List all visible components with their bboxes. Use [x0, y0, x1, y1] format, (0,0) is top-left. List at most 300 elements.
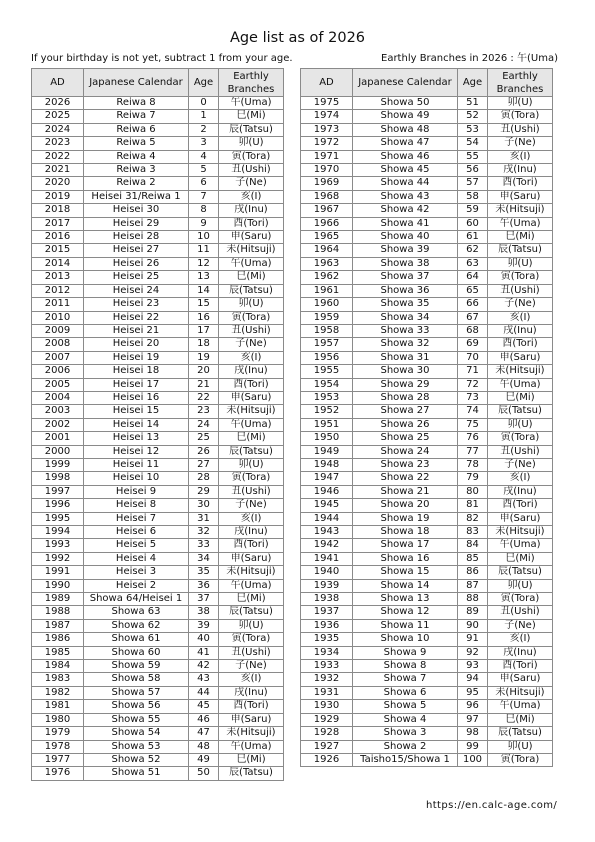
cell-japanese-calendar: Heisei 17 [84, 378, 189, 391]
table-row [301, 673, 553, 686]
cell-ad: 1990 [32, 579, 84, 592]
cell-age: 77 [458, 445, 488, 458]
cell-age: 76 [458, 432, 488, 445]
cell-japanese-calendar: Showa 20 [353, 499, 458, 512]
cell-japanese-calendar: Showa 64/Heisei 1 [84, 593, 189, 606]
table-body-left [32, 97, 284, 781]
cell-ad: 1958 [301, 324, 353, 337]
cell-earthly-branch: 戌(Inu) [488, 164, 553, 177]
cell-age: 89 [458, 606, 488, 619]
table-row [32, 633, 284, 646]
cell-japanese-calendar: Heisei 2 [84, 579, 189, 592]
cell-age: 48 [189, 740, 219, 753]
table-row [301, 686, 553, 699]
cell-japanese-calendar: Showa 45 [353, 164, 458, 177]
cell-japanese-calendar: Showa 57 [84, 686, 189, 699]
cell-ad: 1944 [301, 512, 353, 525]
cell-age: 95 [458, 686, 488, 699]
cell-japanese-calendar: Showa 11 [353, 619, 458, 632]
cell-age: 40 [189, 633, 219, 646]
cell-japanese-calendar: Showa 33 [353, 324, 458, 337]
cell-earthly-branch: 丑(Ushi) [488, 123, 553, 136]
cell-ad: 1977 [32, 753, 84, 766]
table-row [301, 284, 553, 297]
cell-ad: 1975 [301, 97, 353, 110]
cell-earthly-branch: 寅(Tora) [488, 432, 553, 445]
table-row [301, 472, 553, 485]
birthday-note: If your birthday is not yet, subtract 1 from your age. [31, 53, 293, 64]
cell-ad: 1964 [301, 244, 353, 257]
table-row [32, 619, 284, 632]
cell-japanese-calendar: Showa 5 [353, 700, 458, 713]
cell-age: 2 [189, 123, 219, 136]
cell-ad: 1959 [301, 311, 353, 324]
cell-ad: 2001 [32, 432, 84, 445]
cell-earthly-branch: 卯(U) [488, 740, 553, 753]
table-row [301, 137, 553, 150]
cell-age: 74 [458, 405, 488, 418]
cell-japanese-calendar: Showa 26 [353, 418, 458, 431]
table-row [301, 204, 553, 217]
cell-earthly-branch: 巳(Mi) [219, 593, 284, 606]
table-row [301, 432, 553, 445]
cell-ad: 2005 [32, 378, 84, 391]
cell-age: 79 [458, 472, 488, 485]
cell-age: 90 [458, 619, 488, 632]
age-table-left [31, 68, 284, 781]
table-row [32, 526, 284, 539]
cell-age: 19 [189, 351, 219, 364]
table-row [32, 338, 284, 351]
cell-japanese-calendar: Showa 4 [353, 713, 458, 726]
cell-ad: 1980 [32, 713, 84, 726]
cell-japanese-calendar: Showa 46 [353, 150, 458, 163]
cell-ad: 1936 [301, 619, 353, 632]
cell-ad: 1989 [32, 593, 84, 606]
cell-age: 11 [189, 244, 219, 257]
cell-japanese-calendar: Heisei 10 [84, 472, 189, 485]
cell-japanese-calendar: Showa 54 [84, 727, 189, 740]
cell-earthly-branch: 午(Uma) [219, 740, 284, 753]
cell-earthly-branch: 辰(Tatsu) [488, 244, 553, 257]
cell-earthly-branch: 卯(U) [219, 458, 284, 471]
cell-ad: 2016 [32, 231, 84, 244]
cell-earthly-branch: 亥(I) [219, 190, 284, 203]
cell-ad: 1969 [301, 177, 353, 190]
cell-japanese-calendar: Showa 50 [353, 97, 458, 110]
cell-ad: 1932 [301, 673, 353, 686]
cell-japanese-calendar: Showa 41 [353, 217, 458, 230]
cell-earthly-branch: 申(Saru) [219, 391, 284, 404]
cell-age: 96 [458, 700, 488, 713]
cell-japanese-calendar: Reiwa 3 [84, 164, 189, 177]
cell-age: 24 [189, 418, 219, 431]
cell-japanese-calendar: Showa 32 [353, 338, 458, 351]
cell-age: 98 [458, 727, 488, 740]
cell-japanese-calendar: Showa 21 [353, 485, 458, 498]
cell-ad: 2008 [32, 338, 84, 351]
cell-ad: 2004 [32, 391, 84, 404]
table-row [32, 740, 284, 753]
cell-japanese-calendar: Showa 40 [353, 231, 458, 244]
cell-ad: 2014 [32, 257, 84, 270]
cell-ad: 2010 [32, 311, 84, 324]
cell-earthly-branch: 辰(Tatsu) [219, 606, 284, 619]
cell-japanese-calendar: Heisei 14 [84, 418, 189, 431]
table-row [32, 713, 284, 726]
cell-japanese-calendar: Heisei 23 [84, 298, 189, 311]
cell-age: 75 [458, 418, 488, 431]
table-row [301, 526, 553, 539]
table-row [32, 97, 284, 110]
table-row [301, 391, 553, 404]
cell-ad: 1946 [301, 485, 353, 498]
cell-age: 62 [458, 244, 488, 257]
cell-ad: 1965 [301, 231, 353, 244]
cell-earthly-branch: 寅(Tora) [488, 110, 553, 123]
cell-earthly-branch: 巳(Mi) [219, 271, 284, 284]
cell-earthly-branch: 卯(U) [488, 257, 553, 270]
cell-ad: 1962 [301, 271, 353, 284]
cell-earthly-branch: 卯(U) [219, 619, 284, 632]
cell-earthly-branch: 寅(Tora) [488, 753, 553, 766]
cell-ad: 2009 [32, 324, 84, 337]
table-row [301, 324, 553, 337]
cell-ad: 2026 [32, 97, 84, 110]
cell-ad: 1979 [32, 727, 84, 740]
cell-earthly-branch: 酉(Tori) [219, 378, 284, 391]
cell-earthly-branch: 辰(Tatsu) [219, 284, 284, 297]
cell-ad: 2020 [32, 177, 84, 190]
table-row [32, 432, 284, 445]
cell-japanese-calendar: Showa 60 [84, 646, 189, 659]
table-row [301, 177, 553, 190]
cell-japanese-calendar: Showa 55 [84, 713, 189, 726]
cell-earthly-branch: 未(Hitsuji) [488, 204, 553, 217]
cell-ad: 1994 [32, 526, 84, 539]
table-row [301, 311, 553, 324]
cell-age: 87 [458, 579, 488, 592]
cell-earthly-branch: 戌(Inu) [488, 324, 553, 337]
cell-earthly-branch: 丑(Ushi) [488, 606, 553, 619]
cell-age: 10 [189, 231, 219, 244]
cell-japanese-calendar: Showa 9 [353, 646, 458, 659]
cell-ad: 1950 [301, 432, 353, 445]
cell-earthly-branch: 子(Ne) [219, 177, 284, 190]
cell-earthly-branch: 寅(Tora) [219, 311, 284, 324]
table-row [301, 539, 553, 552]
cell-japanese-calendar: Showa 2 [353, 740, 458, 753]
table-row [301, 231, 553, 244]
cell-japanese-calendar: Showa 53 [84, 740, 189, 753]
cell-age: 33 [189, 539, 219, 552]
cell-japanese-calendar: Showa 39 [353, 244, 458, 257]
cell-age: 97 [458, 713, 488, 726]
cell-age: 72 [458, 378, 488, 391]
cell-age: 92 [458, 646, 488, 659]
cell-earthly-branch: 午(Uma) [219, 257, 284, 270]
table-row [32, 244, 284, 257]
cell-age: 23 [189, 405, 219, 418]
cell-ad: 2012 [32, 284, 84, 297]
cell-ad: 1957 [301, 338, 353, 351]
cell-ad: 1947 [301, 472, 353, 485]
cell-earthly-branch: 未(Hitsuji) [219, 566, 284, 579]
cell-japanese-calendar: Showa 56 [84, 700, 189, 713]
table-row [301, 619, 553, 632]
table-row [301, 579, 553, 592]
table-row [301, 512, 553, 525]
cell-age: 30 [189, 499, 219, 512]
table-row [32, 539, 284, 552]
cell-earthly-branch: 未(Hitsuji) [488, 526, 553, 539]
cell-earthly-branch: 子(Ne) [219, 338, 284, 351]
cell-ad: 1940 [301, 566, 353, 579]
cell-japanese-calendar: Showa 15 [353, 566, 458, 579]
table-row [32, 311, 284, 324]
cell-earthly-branch: 巳(Mi) [219, 753, 284, 766]
cell-age: 39 [189, 619, 219, 632]
cell-ad: 2015 [32, 244, 84, 257]
cell-earthly-branch: 巳(Mi) [219, 432, 284, 445]
cell-age: 78 [458, 458, 488, 471]
cell-age: 60 [458, 217, 488, 230]
cell-ad: 2017 [32, 217, 84, 230]
cell-japanese-calendar: Reiwa 4 [84, 150, 189, 163]
table-row [301, 150, 553, 163]
table-row [32, 284, 284, 297]
header-japanese-calendar: Japanese Calendar [353, 69, 458, 97]
cell-ad: 2023 [32, 137, 84, 150]
cell-earthly-branch: 丑(Ushi) [219, 164, 284, 177]
cell-age: 14 [189, 284, 219, 297]
cell-ad: 1995 [32, 512, 84, 525]
cell-earthly-branch: 寅(Tora) [488, 271, 553, 284]
table-row [301, 740, 553, 753]
table-row [301, 351, 553, 364]
cell-age: 70 [458, 351, 488, 364]
cell-age: 61 [458, 231, 488, 244]
table-body-right [301, 97, 553, 767]
cell-earthly-branch: 未(Hitsuji) [488, 686, 553, 699]
cell-ad: 2013 [32, 271, 84, 284]
cell-age: 7 [189, 190, 219, 203]
cell-earthly-branch: 辰(Tatsu) [219, 445, 284, 458]
cell-age: 71 [458, 365, 488, 378]
cell-japanese-calendar: Heisei 11 [84, 458, 189, 471]
cell-japanese-calendar: Heisei 19 [84, 351, 189, 364]
cell-japanese-calendar: Showa 36 [353, 284, 458, 297]
cell-age: 50 [189, 767, 219, 780]
table-row [32, 593, 284, 606]
table-row [32, 727, 284, 740]
cell-earthly-branch: 丑(Ushi) [219, 485, 284, 498]
cell-earthly-branch: 丑(Ushi) [488, 445, 553, 458]
cell-age: 22 [189, 391, 219, 404]
cell-ad: 1966 [301, 217, 353, 230]
table-row [32, 485, 284, 498]
cell-ad: 1982 [32, 686, 84, 699]
table-row [32, 660, 284, 673]
cell-age: 3 [189, 137, 219, 150]
cell-japanese-calendar: Showa 25 [353, 432, 458, 445]
cell-japanese-calendar: Heisei 18 [84, 365, 189, 378]
cell-earthly-branch: 申(Saru) [219, 552, 284, 565]
cell-ad: 1968 [301, 190, 353, 203]
cell-ad: 1997 [32, 485, 84, 498]
cell-ad: 1931 [301, 686, 353, 699]
cell-age: 63 [458, 257, 488, 270]
cell-japanese-calendar: Heisei 29 [84, 217, 189, 230]
cell-earthly-branch: 申(Saru) [488, 190, 553, 203]
cell-earthly-branch: 子(Ne) [219, 499, 284, 512]
cell-earthly-branch: 亥(I) [488, 150, 553, 163]
cell-age: 58 [458, 190, 488, 203]
cell-age: 4 [189, 150, 219, 163]
cell-earthly-branch: 戌(Inu) [219, 686, 284, 699]
cell-earthly-branch: 戌(Inu) [488, 646, 553, 659]
cell-ad: 2000 [32, 445, 84, 458]
table-row [301, 700, 553, 713]
table-row [32, 351, 284, 364]
cell-japanese-calendar: Reiwa 7 [84, 110, 189, 123]
cell-ad: 1999 [32, 458, 84, 471]
cell-age: 1 [189, 110, 219, 123]
cell-ad: 1952 [301, 405, 353, 418]
cell-age: 82 [458, 512, 488, 525]
cell-japanese-calendar: Showa 31 [353, 351, 458, 364]
header-age: Age [189, 69, 219, 97]
cell-earthly-branch: 辰(Tatsu) [488, 727, 553, 740]
cell-ad: 1986 [32, 633, 84, 646]
cell-earthly-branch: 卯(U) [219, 137, 284, 150]
cell-earthly-branch: 午(Uma) [219, 579, 284, 592]
cell-japanese-calendar: Showa 16 [353, 552, 458, 565]
cell-japanese-calendar: Heisei 25 [84, 271, 189, 284]
cell-ad: 1938 [301, 593, 353, 606]
table-row [301, 445, 553, 458]
table-row [301, 593, 553, 606]
table-row [32, 673, 284, 686]
table-row [32, 365, 284, 378]
cell-age: 13 [189, 271, 219, 284]
cell-earthly-branch: 辰(Tatsu) [219, 767, 284, 780]
cell-ad: 1935 [301, 633, 353, 646]
cell-ad: 2007 [32, 351, 84, 364]
cell-age: 93 [458, 660, 488, 673]
cell-earthly-branch: 午(Uma) [488, 539, 553, 552]
cell-ad: 1949 [301, 445, 353, 458]
cell-age: 38 [189, 606, 219, 619]
cell-japanese-calendar: Showa 28 [353, 391, 458, 404]
cell-ad: 1998 [32, 472, 84, 485]
cell-age: 73 [458, 391, 488, 404]
cell-ad: 1971 [301, 150, 353, 163]
cell-earthly-branch: 亥(I) [219, 673, 284, 686]
table-row [32, 378, 284, 391]
cell-ad: 1996 [32, 499, 84, 512]
cell-ad: 1942 [301, 539, 353, 552]
cell-japanese-calendar: Showa 14 [353, 579, 458, 592]
cell-japanese-calendar: Heisei 28 [84, 231, 189, 244]
table-row [32, 190, 284, 203]
table-row [32, 552, 284, 565]
table-row [32, 257, 284, 270]
table-row [301, 110, 553, 123]
cell-japanese-calendar: Showa 63 [84, 606, 189, 619]
cell-ad: 1937 [301, 606, 353, 619]
cell-japanese-calendar: Heisei 3 [84, 566, 189, 579]
cell-ad: 2024 [32, 123, 84, 136]
cell-japanese-calendar: Showa 42 [353, 204, 458, 217]
cell-japanese-calendar: Showa 38 [353, 257, 458, 270]
cell-ad: 1967 [301, 204, 353, 217]
cell-age: 25 [189, 432, 219, 445]
cell-earthly-branch: 午(Uma) [219, 97, 284, 110]
cell-earthly-branch: 戌(Inu) [219, 365, 284, 378]
cell-japanese-calendar: Showa 24 [353, 445, 458, 458]
cell-ad: 1972 [301, 137, 353, 150]
table-row [301, 97, 553, 110]
cell-earthly-branch: 巳(Mi) [488, 231, 553, 244]
cell-age: 53 [458, 123, 488, 136]
cell-japanese-calendar: Showa 27 [353, 405, 458, 418]
cell-japanese-calendar: Heisei 13 [84, 432, 189, 445]
cell-japanese-calendar: Heisei 5 [84, 539, 189, 552]
cell-earthly-branch: 子(Ne) [488, 458, 553, 471]
cell-age: 81 [458, 499, 488, 512]
cell-age: 91 [458, 633, 488, 646]
cell-earthly-branch: 戌(Inu) [219, 204, 284, 217]
header-japanese-calendar: Japanese Calendar [84, 69, 189, 97]
cell-earthly-branch: 未(Hitsuji) [488, 365, 553, 378]
cell-ad: 1927 [301, 740, 353, 753]
footer-url: https://en.calc-age.com/ [426, 800, 558, 811]
cell-age: 41 [189, 646, 219, 659]
cell-age: 83 [458, 526, 488, 539]
cell-earthly-branch: 辰(Tatsu) [488, 566, 553, 579]
cell-age: 36 [189, 579, 219, 592]
cell-earthly-branch: 辰(Tatsu) [488, 405, 553, 418]
cell-ad: 1955 [301, 365, 353, 378]
table-row [301, 418, 553, 431]
table-row [301, 458, 553, 471]
cell-ad: 1948 [301, 458, 353, 471]
cell-age: 44 [189, 686, 219, 699]
cell-age: 15 [189, 298, 219, 311]
cell-earthly-branch: 未(Hitsuji) [219, 727, 284, 740]
cell-age: 34 [189, 552, 219, 565]
cell-ad: 1981 [32, 700, 84, 713]
table-header-row [301, 69, 553, 97]
cell-japanese-calendar: Showa 43 [353, 190, 458, 203]
cell-ad: 2025 [32, 110, 84, 123]
table-row [301, 378, 553, 391]
earthly-branch-note: Earthly Branches in 2026 : 午(Uma) [381, 53, 558, 64]
cell-japanese-calendar: Showa 8 [353, 660, 458, 673]
cell-ad: 2002 [32, 418, 84, 431]
table-row [32, 418, 284, 431]
cell-age: 35 [189, 566, 219, 579]
cell-earthly-branch: 酉(Tori) [219, 217, 284, 230]
cell-japanese-calendar: Showa 44 [353, 177, 458, 190]
cell-earthly-branch: 午(Uma) [488, 217, 553, 230]
cell-earthly-branch: 巳(Mi) [488, 391, 553, 404]
table-row [32, 391, 284, 404]
cell-earthly-branch: 丑(Ushi) [219, 646, 284, 659]
cell-ad: 1951 [301, 418, 353, 431]
cell-age: 65 [458, 284, 488, 297]
